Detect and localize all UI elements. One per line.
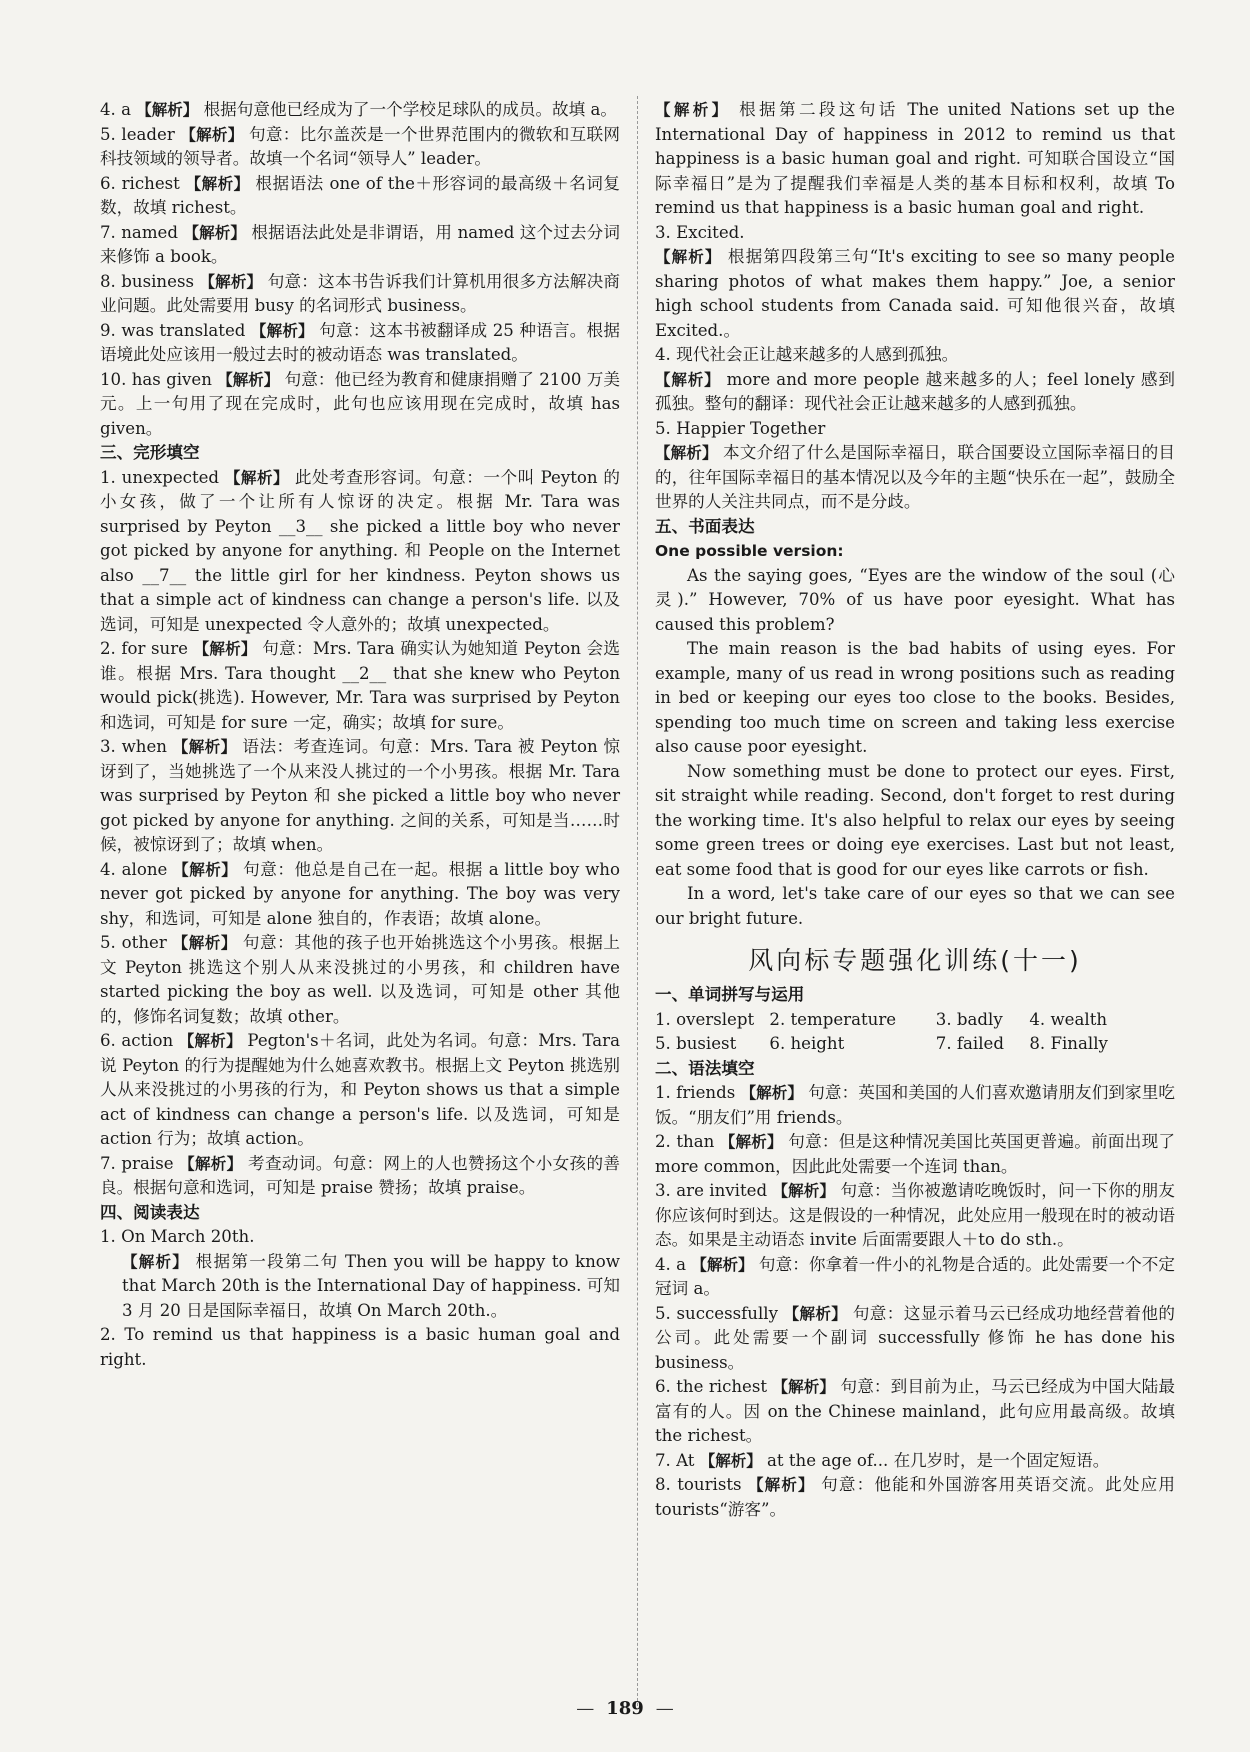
essay-paragraph: Now something must be done to protect our eyes. First, sit straight while reading. Second, don't forget to rest during the working time. It's also helpful to relax our eyes by seeing some green trees or doing eye exercises. Last but not least, eat some food that is good for our eyes like carrots or fish.	[655, 761, 1175, 879]
essay-paragraph: The main reason is the bad habits of using eyes. For example, many of us read in wrong positions such as reading in bed or keeping our eyes too close to the books. Besides, spending too much time on screen and taking less exercise also cause poor eyesight.	[655, 639, 1175, 756]
reading-analysis-2: 【解析】 根据第二段这句话 The united Nations set up the International Day of happiness in 2012 to remind us that happiness is a basic human goal and right. 可知联合国设立“国际幸福日”是为了提醒我们幸福是人类的基本目标和权利，故填 To remind us that happiness is a basic human goal and right.	[655, 100, 1175, 217]
answer-item: 7. At 【解析】 at the age of... 在几岁时，是一个固定短语。	[655, 1450, 1110, 1470]
answer-item: 5. successfully 【解析】 句意：这显示着马云已经成功地经营着他的公司。此处需要一个副词 successfully 修饰 he has done his business。	[655, 1303, 1175, 1372]
answer-item: 4. a 【解析】 根据句意他已经成为了一个学校足球队的成员。故填 a。	[100, 100, 617, 119]
column-divider	[637, 96, 638, 1706]
spelling-item: 3. badly	[935, 1009, 1003, 1029]
spelling-item: 5. busiest	[655, 1034, 737, 1053]
spelling-item: 6. height	[769, 1034, 845, 1053]
reading-analysis-3: 【解析】 根据第四段第三句“It's exciting to see so many people sharing photos of what makes them happy.” Joe, a senior high school students from Canada said. 可知他很兴奋，故填 Excited.。	[655, 247, 1175, 340]
spelling-item: 2. temperature	[769, 1009, 897, 1029]
answer-item: 8. tourists 【解析】 句意：他能和外国游客用英语交流。此处应用 tourists“游客”。	[655, 1475, 1175, 1519]
section-title-reading: 四、阅读表达	[100, 1202, 200, 1222]
answer-item: 2. for sure 【解析】 句意：Mrs. Tara 确实认为她知道 Peyton 会选谁。根据 Mrs. Tara thought __2__ that she knew who Peyton would pick(挑选). However, Mr. Tara was surprised by Peyton 和选词，可知是 for sure 一定，确实；故填 for sure。	[100, 639, 620, 732]
answer-item: 6. richest 【解析】 根据语法 one of the＋形容词的最高级＋名词复数，故填 richest。	[100, 173, 620, 217]
essay-paragraph: In a word, let's take care of our eyes so that we can see our bright future.	[655, 884, 1175, 928]
grammar-answer-list	[100, 98, 620, 441]
section-title-grammar: 二、语法填空	[655, 1058, 755, 1078]
spelling-answers	[655, 1008, 1175, 1057]
answer-item: 5. leader 【解析】 句意：比尔盖茨是一个世界范围内的微软和互联网科技领域的领导者。故填一个名词“领导人” leader。	[100, 124, 620, 168]
answer-item: 4. a 【解析】 句意：你拿着一件小的礼物是合适的。此处需要一个不定冠词 a。	[655, 1254, 1175, 1298]
reading-answer-4: 4. 现代社会正让越来越多的人感到孤独。	[655, 345, 959, 364]
writing-subtitle: One possible version:	[655, 542, 844, 560]
grammar-fill-answers	[655, 1081, 1175, 1522]
answer-item: 1. friends 【解析】 句意：英国和美国的人们喜欢邀请朋友们到家里吃饭。“朋友们”用 friends。	[655, 1083, 1175, 1127]
right-column	[655, 98, 1175, 1522]
left-column	[100, 98, 620, 1372]
answer-item: 5. other 【解析】 句意：其他的孩子也开始挑选这个小男孩。根据上文 Peyton 挑选这个别人从来没挑过的小男孩，和 children have started picking the boy as well. 以及选词，可知是 other 其他的，修饰名词复数；故填 other。	[100, 933, 620, 1026]
section-title-writing: 五、书面表达	[655, 516, 755, 536]
page-number: 189	[606, 1698, 644, 1719]
answer-item: 7. named 【解析】 根据语法此处是非谓语，用 named 这个过去分词来修饰 a book。	[100, 222, 620, 266]
spelling-item: 1. overslept	[655, 1009, 755, 1029]
spelling-item: 7. failed	[935, 1034, 1004, 1053]
answer-item: 9. was translated 【解析】 句意：这本书被翻译成 25 种语言。根据语境此处应该用一般过去时的被动语态 was translated。	[100, 320, 620, 364]
unit-banner-title: 风向标专题强化训练(十一)	[748, 946, 1082, 975]
spelling-item: 4. wealth	[1029, 1009, 1108, 1029]
reading-answer-5: 5. Happier Together	[655, 418, 826, 438]
answer-item: 10. has given 【解析】 句意：他已经为教育和健康捐赠了 2100 万美元。上一句用了现在完成时，此句也应该用现在完成时，故填 has given。	[100, 369, 620, 438]
section-title-spelling: 一、单词拼写与运用	[655, 985, 805, 1004]
reading-answer-3: 3. Excited.	[655, 222, 745, 242]
answer-item: 8. business 【解析】 句意：这本书告诉我们计算机用很多方法解决商业问题。此处需要用 busy 的名词形式 business。	[100, 271, 620, 315]
section-title-cloze: 三、完形填空	[100, 443, 200, 462]
answer-item: 1. unexpected 【解析】 此处考查形容词。句意：一个叫 Peyton 的小女孩，做了一个让所有人惊讶的决定。根据 Mr. Tara was surprised by Peyton __3__ she picked a little boy who never got picked by anyone for anything. 和 People on the Internet also __7__ the little girl for her kindness. Peyton shows us that a simple act of kindness can change a person's life. 以及选词，可知是 unexpected 令人意外的；故填 unexpected。	[100, 467, 620, 634]
answer-item: 2. than 【解析】 句意：但是这种情况美国比英国更普遍。前面出现了 more common，因此此处需要一个连词 than。	[655, 1132, 1175, 1176]
reading-analysis-5: 【解析】 本文介绍了什么是国际幸福日，联合国要设立国际幸福日的目的，往年国际幸福日的基本情况以及今年的主题“快乐在一起”，鼓励全世界的人关注共同点，而不是分歧。	[655, 443, 1175, 511]
page-number-footer	[0, 1698, 1250, 1719]
reading-analysis-4: 【解析】 more and more people 越来越多的人；feel lonely 感到孤独。整句的翻译：现代社会正让越来越多的人感到孤独。	[655, 369, 1175, 413]
answer-item: 4. alone 【解析】 句意：他总是自己在一起。根据 a little boy who never got picked by anyone for anything. The boy was very shy，和选词，可知是 alone 独自的，作表语；故填 alone。	[100, 859, 620, 928]
answer-item: 6. action 【解析】 Pegton's＋名词，此处为名词。句意：Mrs. Tara 说 Peyton 的行为提醒她为什么她喜欢教书。根据上文 Peyton 挑选别人从来没挑过的小男孩的行为，和 Peyton shows us that a simple act of kindness can change a person's life. 以及选词，可知是 action 行为；故填 action。	[100, 1031, 620, 1148]
sample-essay	[655, 564, 1175, 932]
answer-item: 3. when 【解析】 语法：考查连词。句意：Mrs. Tara 被 Peyton 惊讶到了，当她挑选了一个从来没人挑过的一个小男孩。根据 Mr. Tara was surprised by Peyton 和 she picked a little boy who never got picked by anyone for anything. 之间的关系，可知是当……时候，被惊讶到了；故填 when。	[100, 737, 620, 854]
cloze-answer-list	[100, 466, 620, 1201]
reading-answer-2: 2. To remind us that happiness is a basic human goal and right.	[100, 1325, 620, 1369]
essay-paragraph: As the saying goes, “Eyes are the window of the soul (心灵).” However, 70% of us have poor eyesight. What has caused this problem?	[655, 565, 1175, 634]
spelling-item: 8. Finally	[1029, 1034, 1108, 1053]
reading-analysis-1: 【解析】 根据第一段第二句 Then you will be happy to know that March 20th is the International Day of happiness. 可知 3 月 20 日是国际幸福日，故填 On March 20th.。	[122, 1251, 620, 1320]
answer-item: 6. the richest 【解析】 句意：到目前为止，马云已经成为中国大陆最富有的人。因 on the Chinese mainland，此句应用最高级。故填 the richest。	[655, 1377, 1175, 1445]
answer-item: 7. praise 【解析】 考查动词。句意：网上的人也赞扬这个小女孩的善良。根据句意和选词，可知是 praise 赞扬；故填 praise。	[100, 1153, 620, 1197]
reading-answer-1: 1. On March 20th.	[100, 1227, 255, 1246]
answer-item: 3. are invited 【解析】 句意：当你被邀请吃晚饭时，问一下你的朋友你应该何时到达。这是假设的一种情况，此处应用一般现在时的被动语态。如果是主动语态 invite 后面需要跟人＋to do sth.。	[655, 1181, 1175, 1249]
footer-dash-left: —	[576, 1698, 595, 1719]
footer-dash-right: —	[655, 1698, 674, 1719]
